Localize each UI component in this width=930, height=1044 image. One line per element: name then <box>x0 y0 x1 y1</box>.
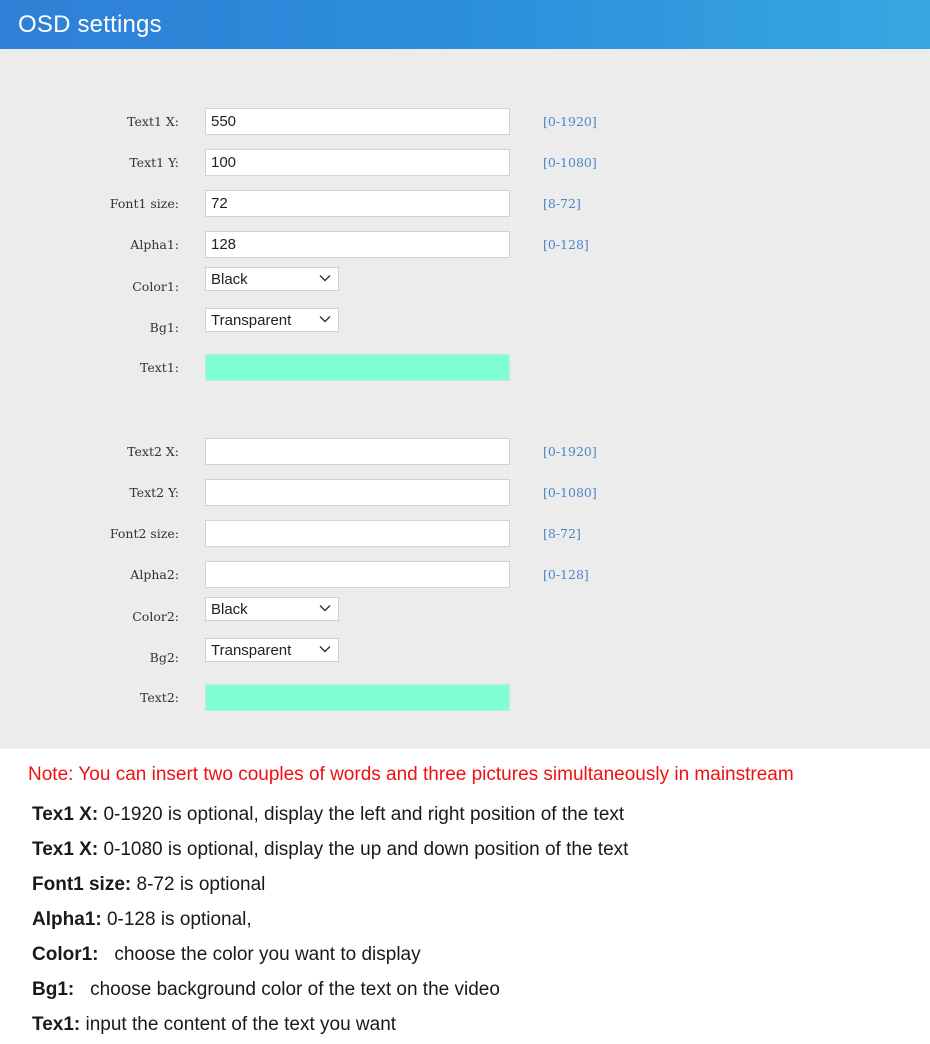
bg1-label: Bg1: <box>149 320 179 335</box>
color2-select-value: Black <box>211 601 248 618</box>
text1-x-row <box>0 108 930 136</box>
font1-size-row <box>0 190 930 218</box>
color1-select[interactable] <box>205 267 339 291</box>
note-text: input the content of the text you want <box>80 1014 397 1035</box>
alpha2-label: Alpha2: <box>130 567 179 582</box>
font1-size-range: [8-72] <box>543 196 581 211</box>
bg1-row <box>0 314 930 342</box>
note-line <box>32 1014 396 1036</box>
alpha2-range: [0-128] <box>543 567 589 582</box>
note-term: Color1: <box>32 944 99 965</box>
chevron-down-icon <box>318 271 332 285</box>
chevron-down-icon <box>318 642 332 656</box>
note-term: Tex1 X: <box>32 804 99 825</box>
note-text: 0-128 is optional, <box>101 909 252 930</box>
alpha2-row <box>0 561 930 589</box>
color2-row <box>0 603 930 631</box>
alpha1-input[interactable] <box>205 231 510 258</box>
text2-x-input[interactable] <box>205 438 510 465</box>
note-term: Bg1: <box>32 979 75 1000</box>
note-line <box>32 909 252 931</box>
text2-y-range: [0-1080] <box>543 485 597 500</box>
text1-x-label: Text1 X: <box>127 114 179 129</box>
text1-y-row <box>0 149 930 177</box>
bg2-select-value: Transparent <box>211 642 292 659</box>
font2-size-row <box>0 520 930 548</box>
text1-x-input[interactable] <box>205 108 510 135</box>
note-line <box>32 944 421 966</box>
note-line <box>32 979 500 1001</box>
bg2-label: Bg2: <box>149 650 179 665</box>
font1-size-input[interactable] <box>205 190 510 217</box>
bg1-select-value: Transparent <box>211 312 292 329</box>
font2-size-label: Font2 size: <box>109 526 179 541</box>
color1-row <box>0 273 930 301</box>
note-line <box>32 839 628 861</box>
text1-y-label: Text1 Y: <box>129 155 179 170</box>
alpha1-row <box>0 231 930 259</box>
text1-input[interactable] <box>205 354 510 381</box>
text2-y-row <box>0 479 930 507</box>
text2-y-input[interactable] <box>205 479 510 506</box>
color2-select[interactable] <box>205 597 339 621</box>
note-term: Tex1 X: <box>32 839 99 860</box>
note-term: Tex1: <box>32 1014 81 1035</box>
text2-x-range: [0-1920] <box>543 444 597 459</box>
note-text: 8-72 is optional <box>131 874 266 895</box>
note-term: Font1 size: <box>32 874 132 895</box>
text1-y-input[interactable] <box>205 149 510 176</box>
note-term: Alpha1: <box>32 909 102 930</box>
text2-x-label: Text2 X: <box>127 444 179 459</box>
text1-row <box>0 354 930 382</box>
note-line <box>32 874 265 896</box>
text2-input[interactable] <box>205 684 510 711</box>
text2-row <box>0 684 930 712</box>
alpha2-input[interactable] <box>205 561 510 588</box>
alpha1-label: Alpha1: <box>130 237 179 252</box>
color1-label: Color1: <box>132 279 179 294</box>
text2-label: Text2: <box>139 690 179 705</box>
font2-size-range: [8-72] <box>543 526 581 541</box>
font1-size-label: Font1 size: <box>109 196 179 211</box>
font2-size-input[interactable] <box>205 520 510 547</box>
bg2-row <box>0 644 930 672</box>
note-text: choose the color you want to display <box>98 944 421 965</box>
note-text: 0-1080 is optional, display the up and down position of the text <box>98 839 629 860</box>
text1-x-range: [0-1920] <box>543 114 597 129</box>
text2-y-label: Text2 Y: <box>129 485 179 500</box>
color1-select-value: Black <box>211 271 248 288</box>
header-bar <box>0 0 930 49</box>
bg1-select[interactable] <box>205 308 339 332</box>
bg2-select[interactable] <box>205 638 339 662</box>
chevron-down-icon <box>318 312 332 326</box>
note-line <box>32 804 624 826</box>
note-text: 0-1920 is optional, display the left and right position of the text <box>98 804 625 825</box>
page-title: OSD settings <box>18 11 162 38</box>
color2-label: Color2: <box>132 609 179 624</box>
text1-label: Text1: <box>139 360 179 375</box>
osd-settings-panel <box>0 49 930 749</box>
note-text: choose background color of the text on the video <box>74 979 500 1000</box>
text1-y-range: [0-1080] <box>543 155 597 170</box>
text2-x-row <box>0 438 930 466</box>
chevron-down-icon <box>318 601 332 615</box>
note-headline: Note: You can insert two couples of words and three pictures simultaneously in mainstream <box>28 764 794 785</box>
alpha1-range: [0-128] <box>543 237 589 252</box>
